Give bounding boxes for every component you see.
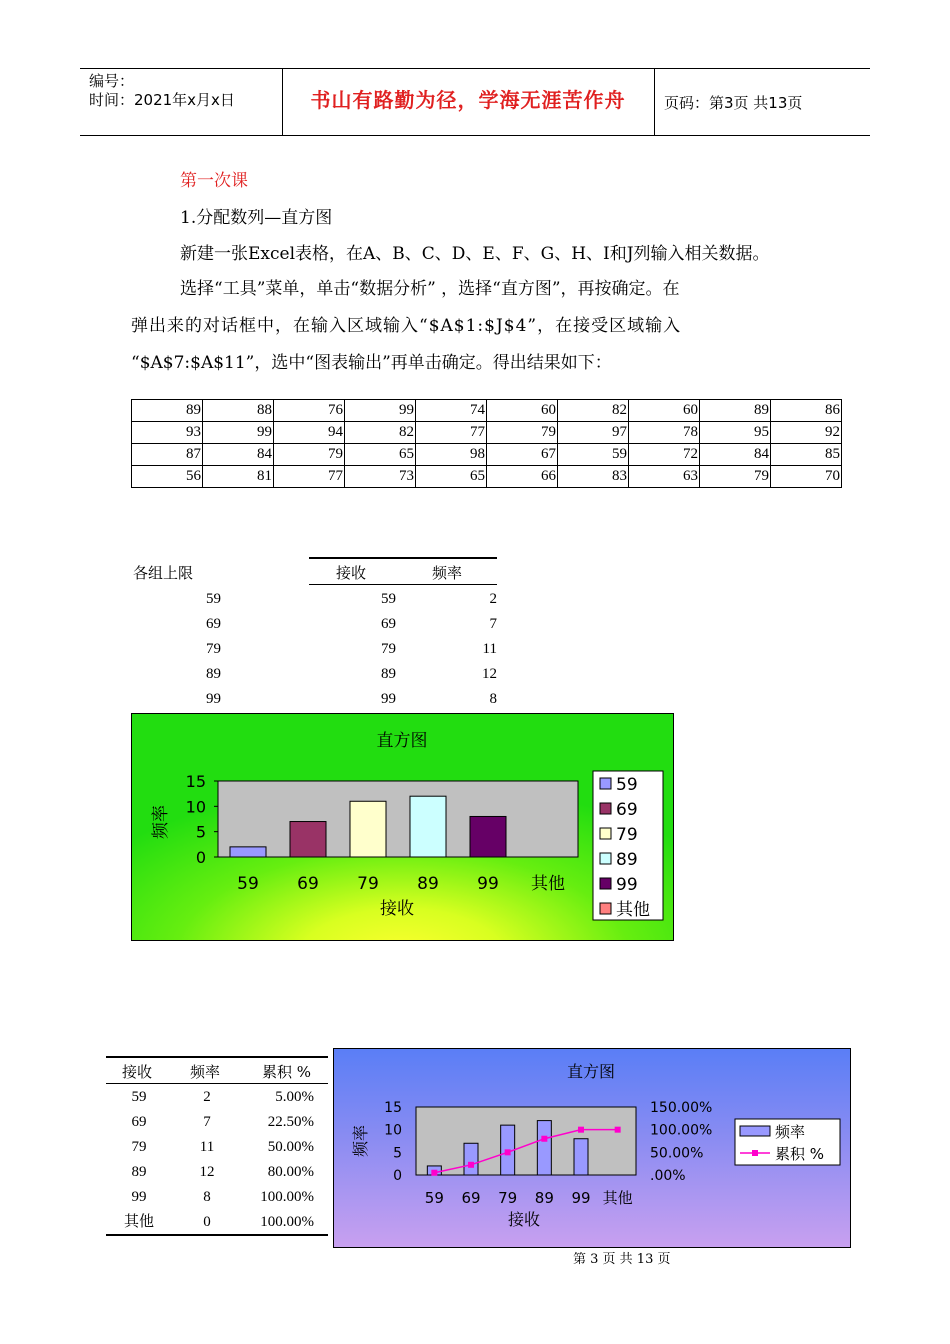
- table-row: [132, 444, 842, 466]
- x-tick-label: 99: [571, 1189, 591, 1207]
- table-cell: 66: [487, 466, 558, 488]
- legend-swatch: [600, 778, 611, 789]
- cum-count-value: 11: [199, 1139, 215, 1155]
- y-axis-label: 频率: [351, 1124, 370, 1158]
- table-cell: 56: [132, 466, 203, 488]
- cum-percent-value: 5.00%: [275, 1089, 314, 1105]
- freq-receive-value: 99: [381, 691, 396, 707]
- x-tick-label: 89: [534, 1189, 554, 1207]
- cum-header-frequency: 频率: [190, 1063, 221, 1081]
- table-cell: 79: [700, 466, 771, 488]
- cum-percent-value: 100.00%: [260, 1189, 314, 1205]
- limit-value: 99: [206, 691, 221, 707]
- legend-label: 79: [616, 825, 638, 845]
- bar: [230, 847, 266, 857]
- x-tick-label: 69: [461, 1189, 481, 1207]
- table-cell: 89: [132, 400, 203, 422]
- legend-swatch: [600, 878, 611, 889]
- table-cell: 84: [700, 444, 771, 466]
- x-tick-label: 59: [424, 1189, 444, 1207]
- table-cell: 77: [416, 422, 487, 444]
- cum-receive-value: 99: [131, 1189, 147, 1205]
- legend-swatch: [600, 803, 611, 814]
- y-tick-label: 5: [393, 1145, 402, 1162]
- cumulative-marker: [541, 1136, 547, 1142]
- plot-area: [218, 781, 578, 857]
- chart-title: 直方图: [566, 1062, 616, 1081]
- table-row: [132, 466, 842, 488]
- table-cell: 98: [416, 444, 487, 466]
- freq-header-receive: 接收: [336, 564, 367, 582]
- y-axis-label: 频率: [151, 805, 171, 839]
- cum-percent-value: 100.00%: [260, 1214, 314, 1230]
- table-cell: 78: [629, 422, 700, 444]
- legend-label: 99: [616, 875, 638, 895]
- legend-label: 频率: [775, 1123, 806, 1141]
- histogram-chart-1: [131, 713, 674, 941]
- cum-table-top-rule: [106, 1056, 328, 1058]
- paragraph-1: 新建一张Excel表格，在A、B、C、D、E、F、G、H、I和J列输入相关数据。: [180, 244, 770, 264]
- cum-percent-value: 22.50%: [267, 1114, 314, 1130]
- table-cell: 93: [132, 422, 203, 444]
- header-divider-right: [654, 68, 655, 136]
- cum-percent-value: 50.00%: [267, 1139, 314, 1155]
- bar: [290, 822, 326, 857]
- table-cell: 63: [629, 466, 700, 488]
- cum-receive-value: 59: [131, 1089, 147, 1105]
- cumulative-marker: [505, 1149, 511, 1155]
- bar: [574, 1139, 588, 1175]
- header-top-rule: [80, 68, 870, 69]
- table-cell: 92: [771, 422, 842, 444]
- cum-receive-value: 其他: [123, 1214, 154, 1230]
- freq-receive-value: 59: [381, 591, 396, 607]
- cum-receive-value: 69: [131, 1114, 147, 1130]
- lesson-title: 第一次课: [180, 171, 248, 191]
- y2-tick-label: 150.00%: [650, 1100, 713, 1116]
- legend-swatch: [600, 903, 611, 914]
- table-cell: 82: [345, 422, 416, 444]
- limit-value: 79: [206, 641, 221, 657]
- x-tick-label: 其他: [602, 1189, 633, 1207]
- legend-label: 89: [616, 850, 638, 870]
- freq-receive-value: 89: [381, 666, 396, 682]
- y2-tick-label: 50.00%: [650, 1145, 704, 1162]
- header-number-label: 编号：: [89, 72, 135, 90]
- footer-page-number: 第 3 页 共 13 页: [573, 1252, 671, 1267]
- legend-swatch: [600, 853, 611, 864]
- cum-percent-value: 80.00%: [267, 1164, 314, 1180]
- table-cell: 70: [771, 466, 842, 488]
- cum-receive-value: 89: [131, 1164, 147, 1180]
- limit-value: 89: [206, 666, 221, 682]
- x-tick-label: 其他: [531, 874, 565, 894]
- x-axis-label: 接收: [380, 899, 414, 919]
- header-bottom-rule: [80, 135, 870, 136]
- cumulative-marker: [468, 1162, 474, 1168]
- limits-header: 各组上限: [133, 564, 194, 582]
- y-tick-label: 0: [195, 848, 206, 867]
- histogram-chart-1-svg: [132, 714, 673, 940]
- histogram-chart-2: [333, 1048, 851, 1248]
- table-cell: 59: [558, 444, 629, 466]
- table-cell: 79: [274, 444, 345, 466]
- freq-receive-value: 79: [381, 641, 396, 657]
- freq-header-frequency: 频率: [432, 564, 463, 582]
- histogram-chart-2-svg: [334, 1049, 850, 1247]
- freq-count-value: 2: [489, 591, 497, 607]
- cum-count-value: 0: [203, 1214, 211, 1230]
- table-cell: 60: [629, 400, 700, 422]
- table-cell: 99: [345, 400, 416, 422]
- legend-label: 69: [616, 800, 638, 820]
- y-tick-label: 10: [384, 1122, 402, 1139]
- table-cell: 81: [203, 466, 274, 488]
- table-cell: 85: [771, 444, 842, 466]
- chart-title: 直方图: [376, 731, 428, 751]
- table-cell: 60: [487, 400, 558, 422]
- cum-count-value: 12: [199, 1164, 215, 1180]
- table-cell: 83: [558, 466, 629, 488]
- bar: [537, 1121, 551, 1175]
- table-cell: 74: [416, 400, 487, 422]
- table-row: [132, 400, 842, 422]
- bar: [350, 801, 386, 857]
- plot-area: [416, 1107, 636, 1175]
- table-row: [132, 422, 842, 444]
- y2-tick-label: 100.00%: [650, 1122, 713, 1139]
- bar: [470, 816, 506, 857]
- x-axis-label: 接收: [507, 1210, 541, 1229]
- x-tick-label: 79: [357, 874, 379, 894]
- header-time-label: 时间：2021年x月x日: [89, 91, 235, 109]
- cum-count-value: 2: [203, 1089, 211, 1105]
- table-cell: 95: [700, 422, 771, 444]
- y-tick-label: 15: [384, 1100, 402, 1116]
- cum-count-value: 8: [203, 1189, 211, 1205]
- cum-receive-value: 79: [131, 1139, 147, 1155]
- limit-value: 59: [206, 591, 221, 607]
- x-tick-label: 79: [498, 1189, 518, 1207]
- x-tick-label: 99: [477, 874, 499, 894]
- cum-header-receive: 接收: [122, 1063, 153, 1081]
- legend-swatch: [600, 828, 611, 839]
- table-cell: 88: [203, 400, 274, 422]
- table-cell: 67: [487, 444, 558, 466]
- bar: [464, 1143, 478, 1175]
- freq-count-value: 11: [482, 641, 497, 657]
- table-cell: 99: [203, 422, 274, 444]
- cumulative-marker: [431, 1170, 437, 1176]
- legend-label: 其他: [616, 900, 650, 920]
- bar: [410, 796, 446, 857]
- cum-header-cumulative: 累积 %: [262, 1063, 312, 1081]
- legend-label: 59: [616, 775, 638, 795]
- y2-tick-label: .00%: [650, 1168, 686, 1184]
- table-cell: 73: [345, 466, 416, 488]
- y-tick-label: 5: [195, 822, 206, 842]
- paragraph-2-line-2: 弹出来的对话框中，在输入区域输入“$A$1:$J$4”，在接受区域输入: [131, 316, 682, 336]
- cumulative-marker: [578, 1127, 584, 1133]
- table-cell: 84: [203, 444, 274, 466]
- limit-value: 69: [206, 616, 221, 632]
- legend-label: 累积 %: [775, 1145, 825, 1163]
- table-cell: 77: [274, 466, 345, 488]
- table-cell: 89: [700, 400, 771, 422]
- freq-table-top-rule: [309, 557, 497, 559]
- table-cell: 65: [416, 466, 487, 488]
- paragraph-2-line-3: “$A$7:$A$11”，选中“图表输出”再单击确定。得出结果如下：: [131, 353, 612, 373]
- raw-data-table: [131, 399, 842, 488]
- y-tick-label: 0: [393, 1168, 402, 1184]
- cum-table-header-rule: [106, 1083, 328, 1084]
- freq-receive-value: 69: [381, 616, 396, 632]
- paragraph-2-line-1: 选择“工具”菜单，单击“数据分析” ，选择“直方图”，再按确定。在: [180, 279, 680, 299]
- section-title: 1.分配数列—直方图: [180, 208, 333, 228]
- freq-count-value: 12: [482, 666, 497, 682]
- table-cell: 94: [274, 422, 345, 444]
- freq-count-value: 8: [489, 691, 497, 707]
- legend-swatch-marker: [752, 1150, 758, 1156]
- legend-swatch-bar: [740, 1126, 770, 1136]
- header-motto: 书山有路勤为径，学海无涯苦作舟: [310, 88, 626, 112]
- table-cell: 76: [274, 400, 345, 422]
- cumulative-marker: [615, 1127, 621, 1133]
- table-cell: 82: [558, 400, 629, 422]
- x-tick-label: 59: [237, 874, 259, 894]
- table-cell: 97: [558, 422, 629, 444]
- header-page-label: 页码：第3页 共13页: [664, 94, 803, 112]
- cum-table-bottom-rule: [106, 1234, 328, 1236]
- x-tick-label: 69: [297, 874, 319, 894]
- y-tick-label: 15: [185, 772, 206, 791]
- cum-count-value: 7: [203, 1114, 211, 1130]
- table-cell: 72: [629, 444, 700, 466]
- table-cell: 79: [487, 422, 558, 444]
- table-cell: 86: [771, 400, 842, 422]
- table-cell: 65: [345, 444, 416, 466]
- freq-table-header-rule: [309, 584, 497, 585]
- freq-count-value: 7: [489, 616, 497, 632]
- y-tick-label: 10: [185, 797, 206, 817]
- x-tick-label: 89: [417, 874, 439, 894]
- table-cell: 87: [132, 444, 203, 466]
